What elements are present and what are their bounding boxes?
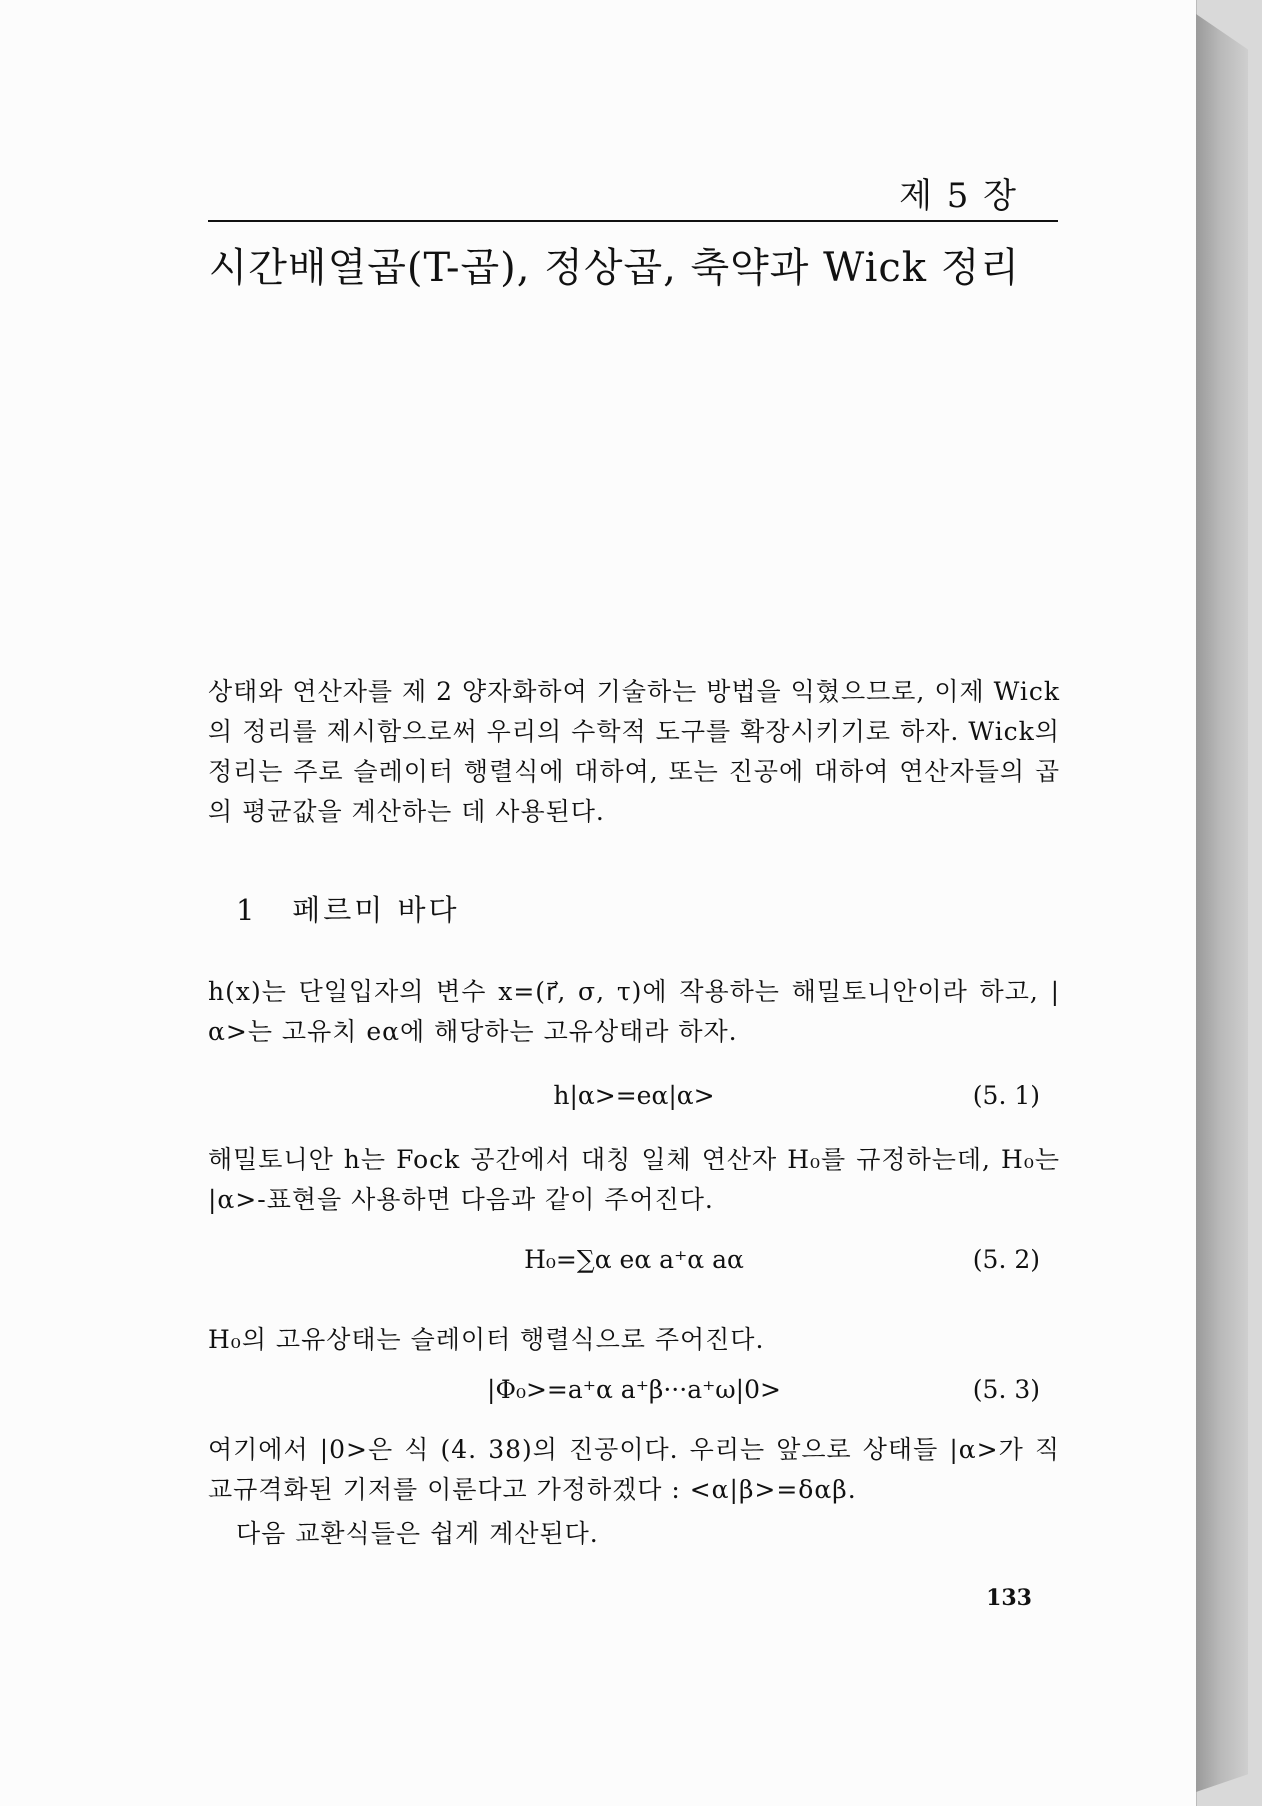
paragraph-5: 다음 교환식들은 쉽게 계산된다. — [236, 1519, 599, 1548]
section-heading — [236, 888, 460, 929]
equation-number: (5. 3) — [972, 1375, 1040, 1404]
section-number: 1 — [236, 893, 258, 927]
chapter-rule — [208, 220, 1058, 222]
paragraph-1: h(x)는 단일입자의 변수 x=(r⃗, σ, τ)에 작용하는 해밀토니안이라 하고, |α>는 고유치 eα에 해당하는 고유상태라 하자. — [208, 977, 1060, 1046]
page-stack-edge — [1196, 14, 1248, 1792]
chapter-heading: 제 5 장 — [899, 176, 1018, 216]
section-title: 페르미 바다 — [292, 893, 460, 927]
equation-5-2 — [208, 1245, 1060, 1285]
equation-5-1 — [208, 1081, 1060, 1121]
equation-expression: |Φ₀>=a⁺α a⁺β···a⁺ω|0> — [487, 1375, 781, 1404]
page-number: 133 — [986, 1585, 1032, 1611]
intro-paragraph: 상태와 연산자를 제 2 양자화하여 기술하는 방법을 익혔으므로, 이제 Wick의 정리를 제시함으로써 우리의 수학적 도구를 확장시키기로 하자. Wick의 정리는 주로 슬레이터 행렬식에 대하여, 또는 진공에 대하여 연산자들의 곱의 평균값을 계산하는 데 사용된다. — [208, 677, 1060, 826]
equation-number: (5. 1) — [972, 1081, 1040, 1110]
paragraph-3: H₀의 고유상태는 슬레이터 행렬식으로 주어진다. — [208, 1325, 765, 1354]
chapter-title: 시간배열곱(T-곱), 정상곱, 축약과 Wick 정리 — [208, 245, 1020, 291]
equation-expression: h|α>=eα|α> — [553, 1081, 715, 1110]
paragraph-4: 여기에서 |0>은 식 (4. 38)의 진공이다. 우리는 앞으로 상태들 |α>가 직교규격화된 기저를 이룬다고 가정하겠다 : <α|β>=δαβ. — [208, 1435, 1060, 1504]
paragraph-2: 해밀토니안 h는 Fock 공간에서 대칭 일체 연산자 H₀를 규정하는데, H₀는 |α>-표현을 사용하면 다음과 같이 주어진다. — [208, 1145, 1060, 1214]
equation-expression: H₀=∑α eα a⁺α aα — [524, 1245, 744, 1274]
equation-number: (5. 2) — [972, 1245, 1040, 1274]
equation-5-3 — [208, 1375, 1060, 1415]
